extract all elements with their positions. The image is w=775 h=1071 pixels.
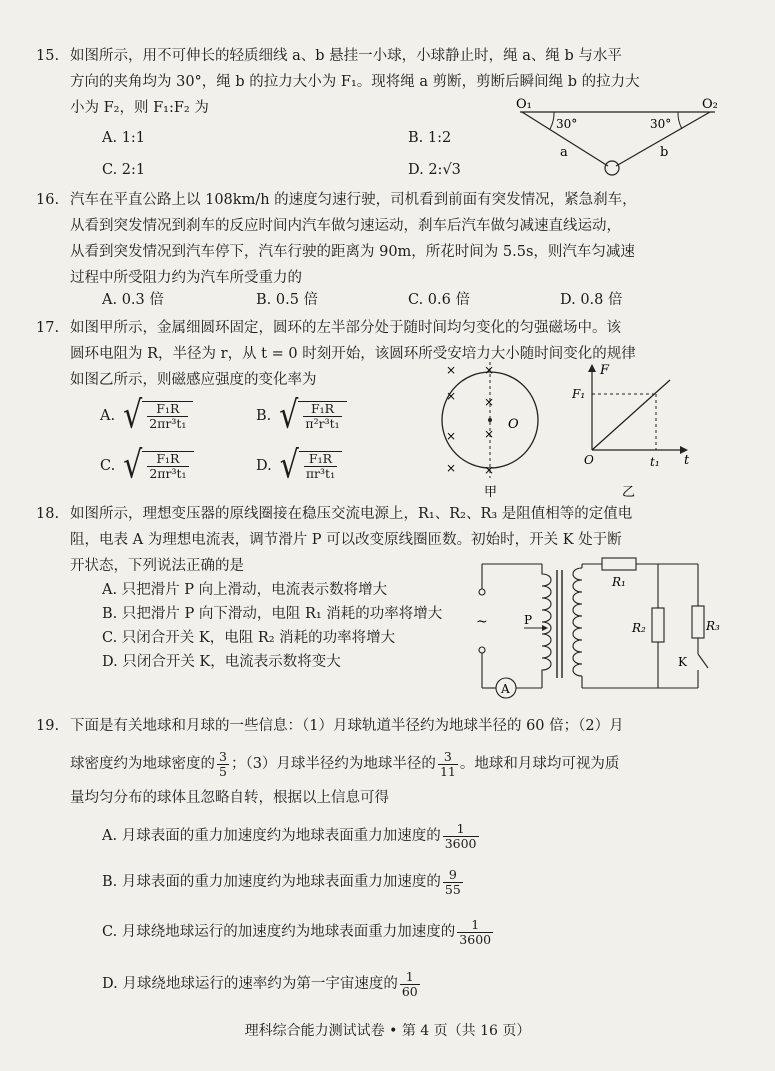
r2-label: R₂ — [632, 621, 646, 635]
option-c: C. √ $\frac{\text{F₁R}}{\text{2πr³t₁}}$ — [100, 444, 194, 488]
option-a: A. 0.3 倍 — [102, 292, 164, 308]
question-text-line: 球密度约为地球密度的 $\frac{3}{5}$ ；（3）月球半径约为地球半径的 $\frac{3}{11}$ 。地球和月球均可视为质 — [70, 748, 620, 779]
question-number: 16. — [36, 192, 60, 208]
option-b: B. √ $\frac{\text{F₁R}}{\text{π²r³t₁}}$ — [256, 394, 347, 438]
option-d: D. √ $\frac{\text{F₁R}}{\text{πr³t₁}}$ — [256, 444, 342, 488]
question-text-line: 下面是有关地球和月球的一些信息：（1）月球轨道半径约为地球半径的 60 倍；（2）月 — [70, 718, 624, 734]
label-o2: O₂ — [702, 98, 718, 112]
slider-p-label: P — [524, 613, 533, 627]
question-text-line: 阻，电表 A 为理想电流表，调节滑片 P 可以改变原线圈匝数。初始时，开关 K 处于断 — [70, 532, 622, 548]
angle-label: 30° — [556, 117, 578, 131]
ammeter-label: A — [501, 682, 510, 696]
option-d: D. 2:√3 — [408, 162, 461, 178]
option-b: B. 只把滑片 P 向下滑动，电阻 R₁ 消耗的功率将增大 — [102, 606, 443, 622]
option-c: C. 月球绕地球运行的加速度约为地球表面重力加速度的 $\frac{1}{3600}$ — [102, 916, 492, 947]
question-text-line: 量均匀分布的球体且忽略自转，根据以上信息可得 — [70, 790, 389, 806]
option-d: D. 0.8 倍 — [560, 292, 623, 308]
tick-label-t1: t₁ — [650, 455, 660, 469]
center-label: O — [508, 417, 519, 432]
rope-a-label: a — [560, 145, 568, 160]
field-mark: × — [446, 461, 457, 475]
figure-q15 — [510, 98, 730, 180]
question-text-line: 从看到突发情况到汽车停下，汽车行驶的距离为 90m，所花时间为 5.5s，则汽车匀减速 — [70, 244, 635, 260]
figure-q17-yi — [566, 358, 696, 500]
option-d: D. 月球绕地球运行的速率约为第一宇宙速度的 $\frac{1}{60}$ — [102, 968, 418, 999]
figure-caption: 甲 — [484, 485, 498, 500]
option-c: C. 0.6 倍 — [408, 292, 470, 308]
question-text-line: 如图所示，用不可伸长的轻质细线 a、b 悬挂一小球，小球静止时，绳 a、绳 b 与水平 — [70, 48, 622, 64]
angle-label: 30° — [650, 117, 672, 131]
option-a: A. 只把滑片 P 向上滑动，电流表示数将增大 — [102, 582, 388, 598]
option-b: B. 0.5 倍 — [256, 292, 319, 308]
field-mark: × — [446, 429, 457, 443]
axis-label-f: F — [600, 363, 610, 378]
option-a: A. √ $\frac{\text{F₁R}}{\text{2πr³t₁}}$ — [100, 394, 193, 438]
question-text-line: 圆环电阻为 R，半径为 r，从 t = 0 时刻开始，该圆环所受安培力大小随时间变化的规律 — [70, 346, 636, 362]
page-footer: 理科综合能力测试试卷 • 第 4 页（共 16 页） — [244, 1023, 531, 1039]
question-text-line: 小为 F₂，则 F₁:F₂ 为 — [70, 100, 209, 116]
question-text-line: 开状态，下列说法正确的是 — [70, 558, 244, 574]
question-text-line: 如图乙所示，则磁感应强度的变化率为 — [70, 372, 317, 388]
field-mark: × — [446, 363, 457, 377]
field-mark: × — [446, 389, 457, 403]
label-o1: O₁ — [516, 98, 532, 112]
option-d: D. 只闭合开关 K，电流表示数将变大 — [102, 654, 341, 670]
rope-b-label: b — [660, 145, 669, 160]
question-text-line: 如图甲所示，金属细圆环固定，圆环的左半部分处于随时间均匀变化的匀强磁场中。该 — [70, 320, 621, 336]
field-mark: × — [484, 463, 495, 477]
field-mark: × — [484, 395, 495, 409]
question-number: 19. — [36, 718, 60, 734]
switch-k-label: K — [678, 655, 687, 669]
option-b: B. 月球表面的重力加速度约为地球表面重力加速度的 $\frac{9}{55}$ — [102, 866, 461, 897]
field-mark: × — [484, 363, 495, 377]
option-a: A. 1:1 — [102, 130, 146, 146]
question-text-line: 方向的夹角均为 30°，绳 b 的拉力大小为 F₁。现将绳 a 剪断，剪断后瞬间绳 b 的拉力大 — [70, 74, 640, 90]
option-a: A. 月球表面的重力加速度约为地球表面重力加速度的 $\frac{1}{3600}$ — [102, 820, 477, 851]
option-c: C. 只闭合开关 K，电阻 R₂ 消耗的功率将增大 — [102, 630, 396, 646]
question-number: 17. — [36, 320, 60, 336]
figure-caption: 乙 — [622, 485, 636, 500]
question-text-line: 从看到突发情况到刹车的反应时间内汽车做匀速运动，刹车后汽车做匀减速直线运动， — [70, 218, 621, 234]
question-text-line: 过程中所受阻力约为汽车所受重力的 — [70, 270, 302, 286]
option-b: B. 1:2 — [408, 130, 452, 146]
field-mark: × — [484, 427, 495, 441]
option-c: C. 2:1 — [102, 162, 146, 178]
figure-q17-jia — [436, 354, 566, 500]
r3-label: R₃ — [706, 619, 720, 633]
tick-label-f1: F₁ — [572, 387, 586, 401]
question-text-line: 如图所示，理想变压器的原线圈接在稳压交流电源上，R₁、R₂、R₃ 是阻值相等的定值电 — [70, 506, 633, 522]
question-number: 15. — [36, 48, 60, 64]
r1-label: R₁ — [612, 575, 626, 589]
question-number: 18. — [36, 506, 60, 522]
axis-label-t: t — [684, 453, 690, 468]
question-text-line: 汽车在平直公路上以 108km/h 的速度匀速行驶，司机看到前面有突发情况，紧急刹车， — [70, 192, 637, 208]
figure-q18-circuit — [462, 554, 734, 710]
ac-source-symbol: ~ — [476, 614, 488, 630]
origin-label: O — [584, 453, 594, 467]
